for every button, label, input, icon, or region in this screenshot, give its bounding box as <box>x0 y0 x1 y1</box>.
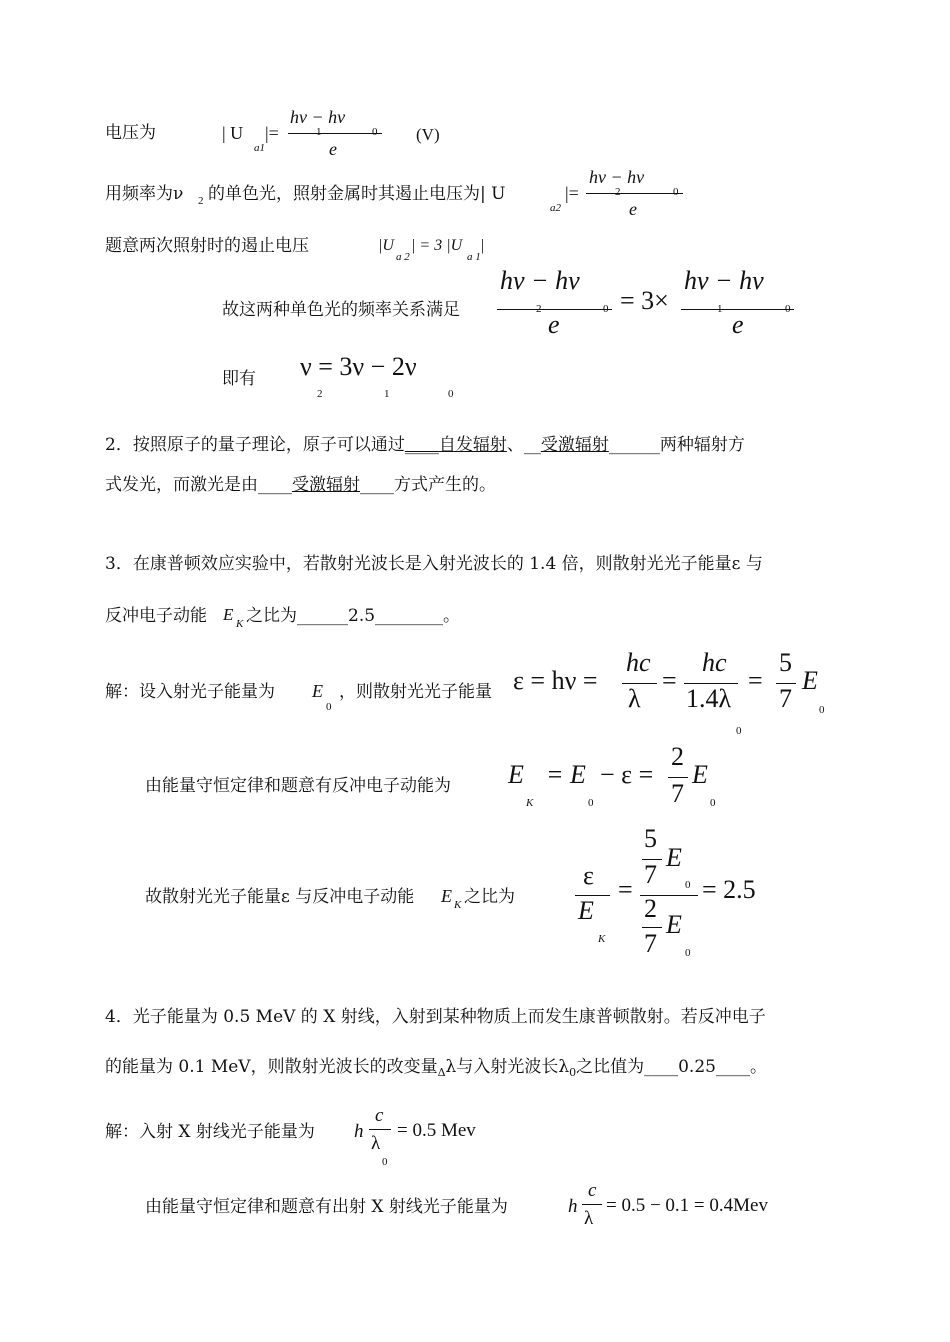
fraction-bar <box>642 927 662 928</box>
answer-spontaneous: 自发辐射 <box>438 435 507 455</box>
label-voltage: 电压为 <box>105 123 156 143</box>
fraction-bar <box>586 193 683 194</box>
answer-laser: 受激辐射 <box>292 475 360 495</box>
fraction-bar <box>369 1129 391 1130</box>
fraction-bar <box>668 777 688 778</box>
document-page: 电压为 | U a1 |= hν − hν 1 0 e (V) 用频率为ν 2 的单色光，照射金属时其遏止电压为| U a2 |= hν − hν 2 0 e 题意两次照射时的遏止电压 |U a 2 | = 3 |U a 1 | 故这两种单色光的频率关系满足 hν − hν 2 0 e = 3× hν − hν 1 0 e 即有 ν = 3ν − 2ν 2 1 0 2．按照原子的量子理论，原子可以通过____自发辐射、__受激辐射______两种辐射方 式发光，而激光是由____受激辐射____方式产生的。 3．在康普顿效应实验中，若散射光波长是入射光波长的 1.4 倍，则散射光光子能量ε 与 反冲电子动能 E K 之比为______2.5________。 解：设入射光子能量为 E 0 ，则散射光光子能量 ε = hν = hc λ = hc 1.4λ 0 = 5 7 E 0 由能量守恒定律和题意有反冲电子动能为 E K = E 0 − ε = 2 7 E 0 故散射光光子能量ε 与反冲电子动能 E K 之比为 ε E K = 5 7 E 0 2 7 E 0 = 2.5 4．光子能量为 0.5 MeV 的 X 射线，入射到某种物质上而发生康普顿散射。若反冲电子 的能量为 0.1 MeV，则散射光波长的改变量$_\Delta$λ与入射光波长$\lambda_0$之比值为____0.25____。 解：入射 X 射线光子能量为 h c λ 0 = 0.5 Mev 由能量守恒定律和题意有出射 X 射线光子能量为 h c λ = 0.5 − 0.1 = 0.4Mev <box>105 107 825 1229</box>
fraction-bar <box>288 133 382 134</box>
fraction-bar <box>582 1204 602 1205</box>
answer-stimulated: 受激辐射 <box>540 435 609 455</box>
